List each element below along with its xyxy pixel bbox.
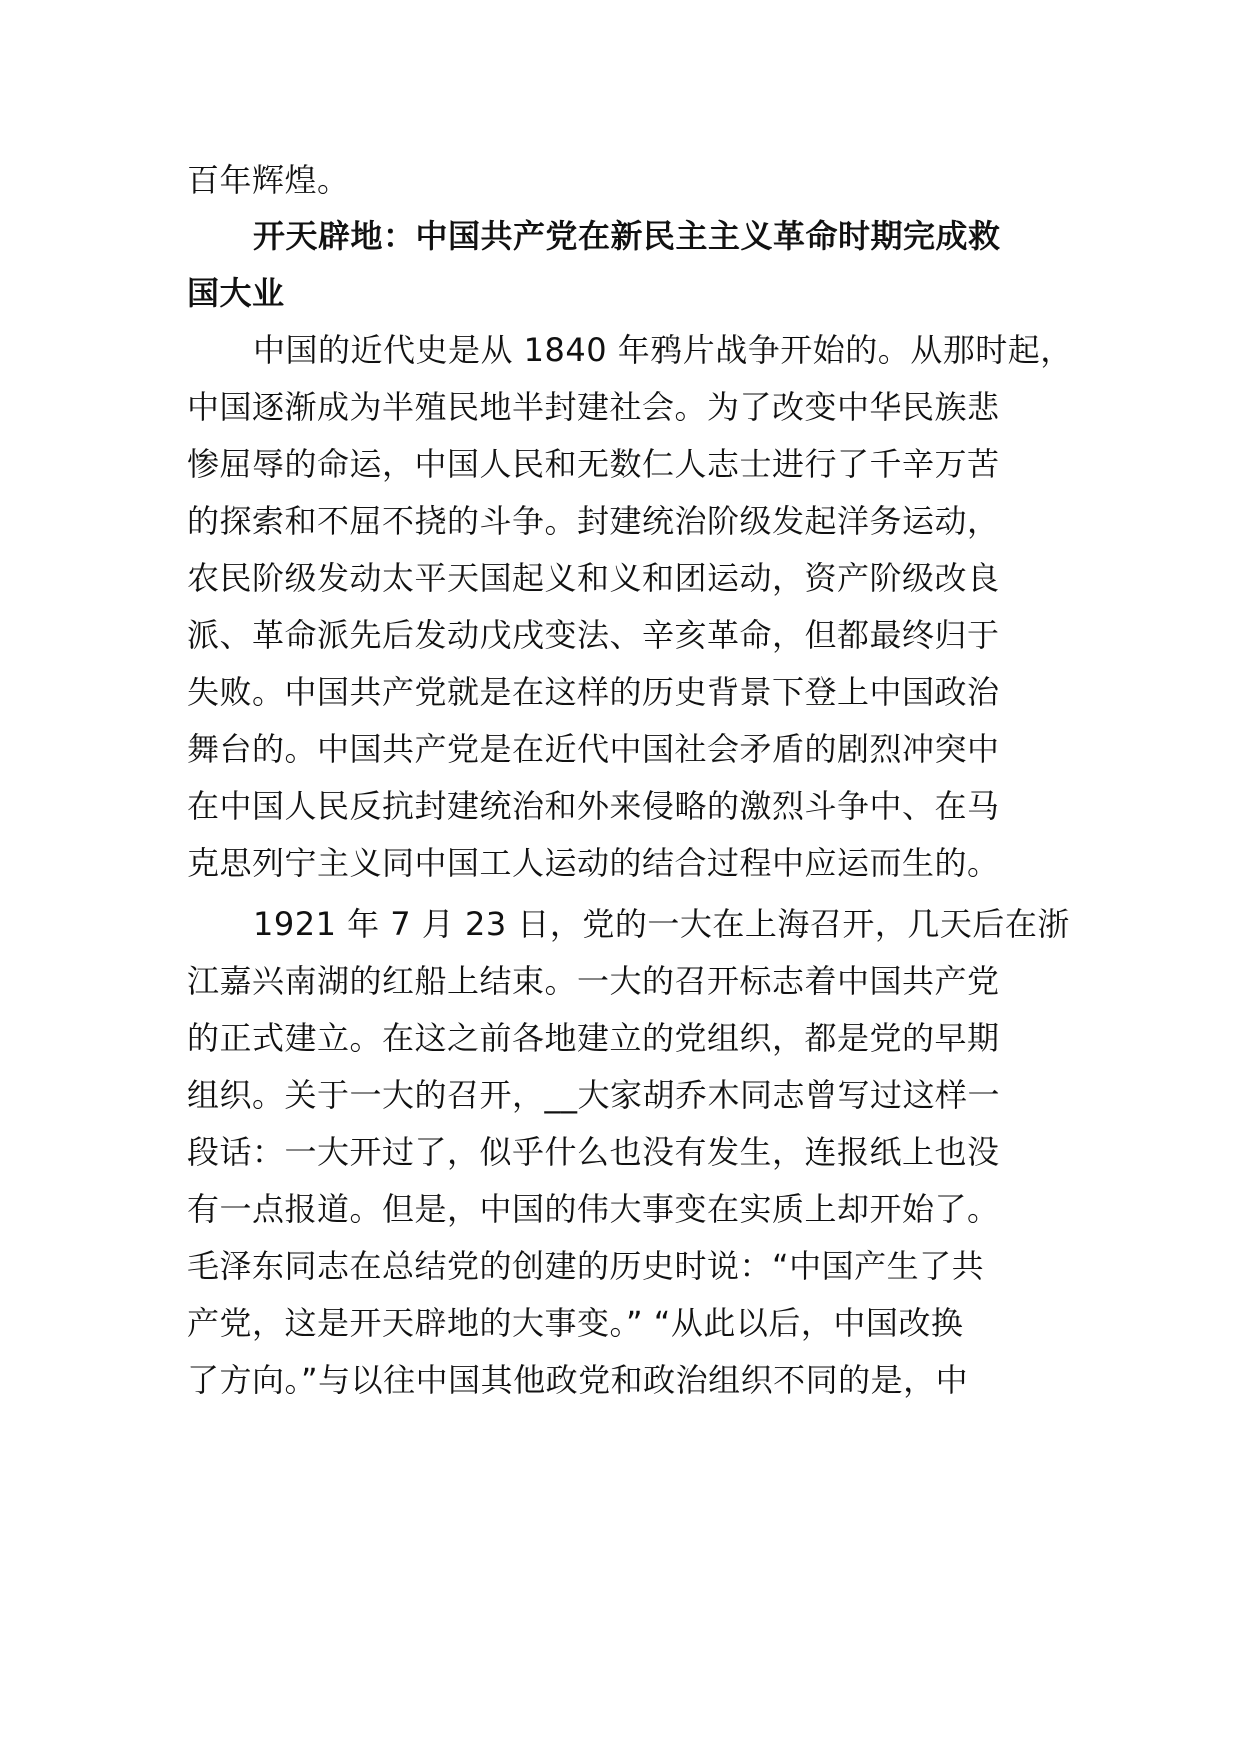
section-heading-line-2: 国大业 <box>187 274 285 312</box>
paragraph-line: 毛泽东同志在总结党的创建的历史时说：“中国产生了共 <box>187 1247 985 1285</box>
paragraph-line: 中国逐渐成为半殖民地半封建社会。为了改变中华民族悲 <box>187 388 1000 426</box>
paragraph-line: 产党，这是开天辟地的大事变。” “从此以后，中国改换 <box>187 1304 964 1342</box>
paragraph-line: 中国的近代史是从 1840 年鸦片战争开始的。从那时起， <box>253 331 1073 369</box>
paragraph-line: 农民阶级发动太平天国起义和义和团运动，资产阶级改良 <box>187 559 1000 597</box>
paragraph-line: 派、革命派先后发动戊戌变法、辛亥革命，但都最终归于 <box>187 616 1000 654</box>
paragraph-line: 段话：一大开过了，似乎什么也没有发生，连报纸上也没 <box>187 1133 1000 1171</box>
paragraph-line: 1921 年 7 月 23 日，党的一大在上海召开，几天后在浙 <box>253 905 1070 943</box>
paragraph-line: 的正式建立。在这之前各地建立的党组织，都是党的早期 <box>187 1019 1000 1057</box>
paragraph-line: 的探索和不屈不挠的斗争。封建统治阶级发起洋务运动， <box>187 502 1000 540</box>
paragraph-line: 失败。中国共产党就是在这样的历史背景下登上中国政治 <box>187 673 1000 711</box>
paragraph-line: 在中国人民反抗封建统治和外来侵略的激烈斗争中、在马 <box>187 787 1000 825</box>
section-heading-line-1: 开天辟地：中国共产党在新民主主义革命时期完成救 <box>253 217 1001 255</box>
paragraph-line: 惨屈辱的命运，中国人民和无数仁人志士进行了千辛万苦 <box>187 445 1000 483</box>
paragraph-line: 克思列宁主义同中国工人运动的结合过程中应运而生的。 <box>187 844 1000 882</box>
paragraph-line: 江嘉兴南湖的红船上结束。一大的召开标志着中国共产党 <box>187 962 1000 1000</box>
paragraph-line: 舞台的。中国共产党是在近代中国社会矛盾的剧烈冲突中 <box>187 730 1000 768</box>
text-line: 百年辉煌。 <box>187 161 350 199</box>
paragraph-line: 有一点报道。但是，中国的伟大事变在实质上却开始了。 <box>187 1190 1000 1228</box>
paragraph-line: 了方向。”与以往中国其他政党和政治组织不同的是，中 <box>187 1361 969 1399</box>
paragraph-line: 组织。关于一大的召开，__大家胡乔木同志曾写过这样一 <box>187 1076 1001 1114</box>
